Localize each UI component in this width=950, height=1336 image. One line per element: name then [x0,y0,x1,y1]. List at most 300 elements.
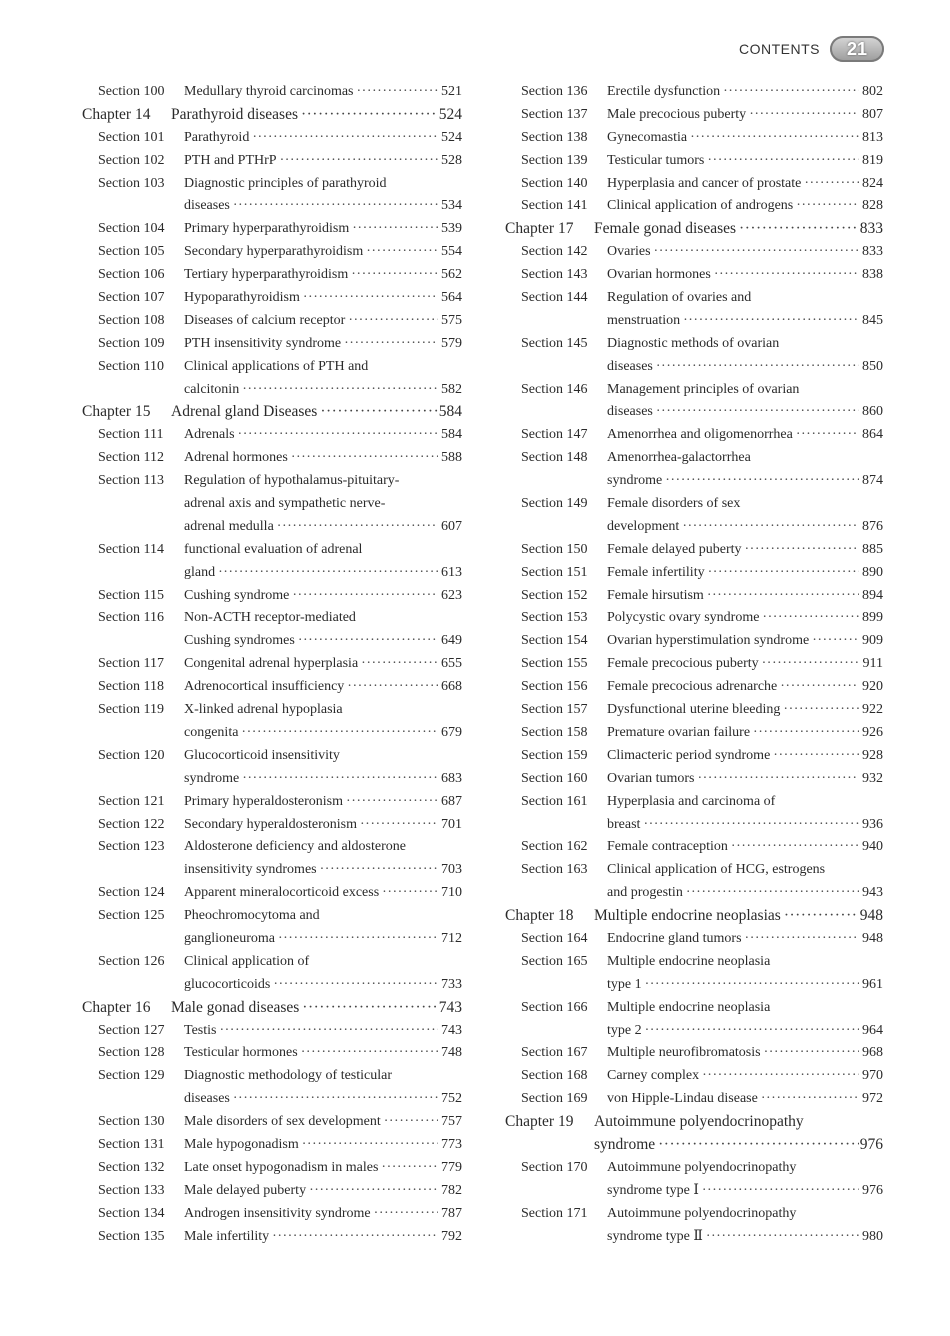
leader-dots [728,836,859,859]
toc-section-line[interactable] [505,195,883,218]
section-number: Section 168 [521,1068,588,1084]
toc-section-line[interactable] [82,81,462,104]
section-number: Section 103 [98,175,165,191]
page-ref: 524 [441,129,462,145]
section-number: Section 120 [98,747,165,763]
section-number [82,859,184,882]
page-ref: 909 [862,633,883,649]
leader-dots [759,607,859,630]
toc-section-line[interactable] [505,1088,883,1111]
toc-section-line[interactable] [82,1134,462,1157]
toc-section-line[interactable] [505,814,883,837]
leader-dots [300,287,438,310]
contents-heading: CONTENTS [739,41,820,57]
leader-dots [746,104,859,127]
page-ref: 940 [862,839,883,855]
leader-dots [687,127,859,150]
section-title: Clinical application of [184,953,310,969]
toc-section-line[interactable] [82,1042,462,1065]
toc-section-line[interactable] [505,424,883,447]
section-number: Section 131 [98,1136,165,1152]
toc-section-line[interactable] [82,356,462,379]
section-title: Diagnostic principles of parathyroid [184,175,387,191]
section-number [505,516,607,539]
section-number: Section 114 [98,541,164,557]
toc-section-line[interactable] [505,882,883,905]
toc-section-line[interactable] [82,539,462,562]
toc-section-line[interactable] [82,264,462,287]
section-number [505,401,607,424]
leader-dots [306,1180,438,1203]
toc-section-line[interactable] [82,1226,462,1249]
toc-section-line[interactable] [82,882,462,905]
section-title: Female disorders of sex [607,496,741,512]
toc-section-line[interactable] [505,1157,883,1180]
toc-section-line[interactable] [82,1020,462,1043]
page-ref: 710 [441,885,462,901]
section-number [82,768,184,791]
toc-section-line[interactable] [505,1042,883,1065]
leader-dots [642,1020,859,1043]
section-title: type 1 [607,976,642,992]
section-number: Section 113 [98,473,164,489]
section-title: Gynecomastia [607,129,688,145]
section-number: Section 110 [98,358,164,374]
toc-chapter-line[interactable] [505,1134,883,1157]
toc-section-line[interactable] [505,951,883,974]
leader-dots [371,1203,438,1226]
section-number: Section 140 [521,175,588,191]
section-title: ganglioneuroma [184,930,275,946]
page-ref: 876 [862,518,883,534]
section-title: Female precocious puberty [607,656,759,672]
section-title: Female delayed puberty [607,541,742,557]
toc-section-line[interactable] [82,1157,462,1180]
leader-dots [711,264,859,287]
page-ref: 928 [862,747,883,763]
section-title: Hyperplasia and carcinoma of [607,793,776,809]
section-number: Section 127 [98,1022,165,1038]
toc-section-line[interactable] [82,195,462,218]
toc-section-line[interactable] [82,447,462,470]
section-title: Adrenocortical insufficiency [184,679,345,695]
toc-section-line[interactable] [505,241,883,264]
page-ref: 613 [441,564,462,580]
section-number: Section 126 [98,953,165,969]
toc-chapter-line[interactable] [505,905,883,928]
toc-section-line[interactable] [82,745,462,768]
toc-section-line[interactable] [505,768,883,791]
section-title: Autoimmune polyendocrinopathy [607,1205,797,1221]
toc-section-line[interactable] [82,676,462,699]
section-number [82,562,184,585]
toc-section-line[interactable] [505,264,883,287]
toc-section-line[interactable] [82,310,462,333]
section-title: development [607,518,680,534]
section-title: Glucocorticoid insensitivity [184,747,340,763]
page-ref: 936 [862,816,883,832]
section-number: Section 100 [98,84,165,99]
page-ref: 894 [862,587,883,603]
toc-section-line[interactable] [82,768,462,791]
toc-section-line[interactable] [505,1180,883,1203]
page-ref: 534 [441,198,462,214]
section-number: Section 162 [521,839,588,855]
leader-dots [357,814,438,837]
chapter-number: Chapter 17 [505,220,574,238]
toc-section-line[interactable] [505,493,883,516]
toc-section-line[interactable] [82,836,462,859]
leader-dots [680,310,859,333]
leader-dots [694,768,859,791]
section-number: Section 106 [98,267,165,283]
toc-section-line[interactable] [505,287,883,310]
section-title: Pheochromocytoma and [184,908,320,924]
toc-section-line[interactable] [82,127,462,150]
section-number: Section 134 [98,1205,165,1221]
toc-section-line[interactable] [505,974,883,997]
page-ref: 554 [441,244,462,260]
section-title: Testicular tumors [607,152,705,168]
section-number: Section 133 [98,1182,165,1198]
toc-section-line[interactable] [505,127,883,150]
chapter-number: Chapter 15 [82,403,151,421]
section-title: Ovarian hyperstimulation syndrome [607,633,810,649]
toc-section-line[interactable] [82,1088,462,1111]
page-ref: 920 [862,679,883,695]
section-number: Section 152 [521,587,588,603]
toc-section-line[interactable] [505,470,883,493]
toc-section-line[interactable] [505,997,883,1020]
section-number: Section 141 [521,198,588,214]
section-number: Section 101 [98,129,165,145]
section-number: Section 108 [98,312,165,328]
page-ref: 802 [862,84,883,99]
section-number: Section 104 [98,221,165,237]
section-title: Clinical applications of PTH and [184,358,369,374]
chapter-number: Chapter 19 [505,1113,574,1131]
leader-dots [295,630,438,653]
section-title: functional evaluation of adrenal [184,541,363,557]
toc-section-line[interactable] [505,562,883,585]
page-ref: 961 [862,976,883,992]
page-ref: 792 [441,1228,462,1244]
leader-dots [298,1042,438,1065]
page-ref: 649 [441,633,462,649]
section-title: Male precocious puberty [607,106,747,122]
leader-dots [270,974,438,997]
chapter-title: Multiple endocrine neoplasias [594,907,781,925]
section-title: Congenital adrenal hyperplasia [184,656,359,672]
leader-dots [298,104,438,127]
toc-section-line[interactable] [505,1226,883,1249]
toc-section-line[interactable] [82,699,462,722]
toc-section-line[interactable] [505,859,883,882]
page-ref: 733 [441,976,462,992]
toc-section-line[interactable] [82,424,462,447]
section-title: Amenorrhea and oligomenorrhea [607,427,793,443]
toc-chapter-line[interactable] [82,401,462,424]
section-number: Section 149 [521,496,588,512]
leader-dots [651,241,859,264]
section-number: Section 130 [98,1114,165,1130]
leader-dots [781,905,859,928]
toc-section-line[interactable] [505,356,883,379]
chapter-number: Chapter 18 [505,907,574,925]
toc-section-line[interactable] [82,974,462,997]
toc-section-line[interactable] [82,814,462,837]
section-number: Section 166 [521,999,588,1015]
toc-section-line[interactable] [505,722,883,745]
section-title: Male infertility [184,1228,270,1244]
section-number: Section 116 [98,610,164,626]
toc-section-line[interactable] [505,791,883,814]
page-ref: 922 [862,702,883,718]
toc-section-line[interactable] [505,104,883,127]
section-title: Carney complex [607,1068,700,1084]
section-number [505,356,607,379]
toc-section-line[interactable] [82,791,462,814]
page-ref: 911 [862,656,883,672]
toc-section-line[interactable] [82,1111,462,1134]
chapter-title: Autoimmune polyendocrinopathy [594,1113,804,1131]
toc-section-line[interactable] [82,287,462,310]
page-ref: 850 [862,358,883,374]
leader-dots [348,264,438,287]
leader-dots [215,562,438,585]
toc-section-line[interactable] [82,630,462,653]
page-ref: 564 [441,290,462,306]
page-ref: 787 [441,1205,462,1221]
page-ref: 943 [862,885,883,901]
page-ref: 932 [862,770,883,786]
leader-dots [750,722,859,745]
toc-section-line[interactable] [505,676,883,699]
leader-dots [230,1088,438,1111]
leader-dots [742,928,859,951]
page-ref: 712 [441,930,462,946]
section-number: Section 146 [521,381,588,397]
section-number: Section 111 [98,427,164,443]
leader-dots [759,653,859,676]
section-number: Section 151 [521,564,588,580]
section-title: PTH insensitivity syndrome [184,335,342,351]
page-ref: 655 [441,656,462,672]
page-ref: 926 [862,724,883,740]
section-title: calcitonin [184,381,240,397]
section-title: Multiple neurofibromatosis [607,1045,761,1061]
chapter-title: Male gonad diseases [171,998,300,1016]
section-title: Endocrine gland tumors [607,930,742,946]
toc-section-line[interactable] [82,333,462,356]
toc-section-line[interactable] [505,401,883,424]
section-title: Adrenal hormones [184,450,288,466]
page-ref: 899 [862,610,883,626]
page-number-badge [830,36,884,62]
section-title: Male hypogonadism [184,1136,299,1152]
chapter-title: Adrenal gland Diseases [171,403,318,421]
leader-dots [277,150,438,173]
page-ref: 864 [862,427,883,443]
section-number: Section 142 [521,244,588,260]
leader-dots [358,653,438,676]
page-ref: 980 [862,1228,883,1244]
section-title: Primary hyperaldosteronism [184,793,344,809]
toc-section-line[interactable] [82,585,462,608]
toc-section-line[interactable] [82,1065,462,1088]
section-number: Section 136 [521,84,588,99]
leader-dots [761,1042,859,1065]
toc-section-line[interactable] [505,653,883,676]
toc-section-line[interactable] [82,1180,462,1203]
section-number: Section 119 [98,702,164,718]
leader-dots [736,218,859,241]
section-number [505,974,607,997]
toc-column-left [82,81,462,1248]
page-ref: 623 [441,587,462,603]
section-title: Management principles of ovarian [607,381,800,397]
leader-dots [317,859,438,882]
section-title: Premature ovarian failure [607,724,751,740]
toc-section-line[interactable] [505,379,883,402]
page-ref: 782 [441,1182,462,1198]
toc-chapter-line[interactable] [505,1111,883,1134]
toc-section-line[interactable] [505,745,883,768]
toc-section-line[interactable] [505,81,883,104]
toc-section-line[interactable] [505,173,883,196]
section-title: Ovarian hormones [607,267,711,283]
chapter-number: Chapter 16 [82,998,151,1016]
toc-chapter-line[interactable] [82,997,462,1020]
toc-section-line[interactable] [505,310,883,333]
toc-section-line[interactable] [82,218,462,241]
section-number [82,974,184,997]
toc-section-line[interactable] [82,173,462,196]
page-ref: 976 [862,1182,883,1198]
page-ref: 824 [862,175,883,191]
toc-section-line[interactable] [82,493,462,516]
toc-chapter-line[interactable] [82,104,462,127]
toc-section-line[interactable] [82,516,462,539]
toc-chapter-line[interactable] [505,218,883,241]
toc-section-line[interactable] [505,928,883,951]
section-number: Section 161 [521,793,588,809]
leader-dots [653,401,859,424]
section-title: syndrome [607,473,663,489]
toc-section-line[interactable] [82,951,462,974]
section-number: Section 159 [521,747,588,763]
toc-section-line[interactable] [82,379,462,402]
leader-dots [269,1226,438,1249]
page-header [739,36,884,62]
toc-section-line[interactable] [505,607,883,630]
toc-section-line[interactable] [505,630,883,653]
section-title: Clinical application of HCG, estrogens [607,862,826,878]
page-ref: 679 [441,724,462,740]
leader-dots [238,722,438,745]
page-ref: 779 [441,1159,462,1175]
toc-section-line[interactable] [82,722,462,745]
section-title: glucocorticoids [184,976,271,992]
page-ref: 970 [862,1068,883,1084]
toc-section-line[interactable] [82,859,462,882]
section-title: Non-ACTH receptor-mediated [184,610,356,626]
leader-dots [642,974,859,997]
section-title: Climacteric period syndrome [607,747,771,763]
section-title: congenita [184,724,239,740]
page-ref: 524 [438,105,462,123]
toc-section-line[interactable] [505,585,883,608]
section-title: Dysfunctional uterine bleeding [607,702,781,718]
toc-section-line[interactable] [82,928,462,951]
toc-section-line[interactable] [505,150,883,173]
toc-section-line[interactable] [82,905,462,928]
page-ref: 833 [862,244,883,260]
toc-section-line[interactable] [505,699,883,722]
page-ref: 683 [441,770,462,786]
section-title: type 2 [607,1022,642,1038]
page-ref: 885 [862,541,883,557]
toc-section-line[interactable] [82,607,462,630]
section-title: Multiple endocrine neoplasia [607,953,771,969]
leader-dots [683,882,859,905]
section-number: Section 165 [521,953,588,969]
leader-dots [349,218,438,241]
toc-section-line[interactable] [505,539,883,562]
section-title: Male disorders of sex development [184,1114,381,1130]
section-title: Androgen insensitivity syndrome [184,1205,371,1221]
toc-section-line[interactable] [82,653,462,676]
leader-dots [216,1020,438,1043]
section-number: Section 143 [521,267,588,283]
section-title: diseases [607,404,653,420]
section-number: Section 125 [98,908,165,924]
toc-section-line[interactable] [82,470,462,493]
page-ref: 687 [441,793,462,809]
section-title: Hypoparathyroidism [184,290,300,306]
section-title: syndrome type Ⅱ [607,1228,703,1244]
section-number: Section 144 [521,290,588,306]
toc-section-line[interactable] [505,333,883,356]
toc-section-line[interactable] [505,1020,883,1043]
leader-dots [655,1134,859,1157]
toc-section-line[interactable] [82,1203,462,1226]
leader-dots [653,356,859,379]
toc-section-line[interactable] [505,1203,883,1226]
section-title: Cushing syndrome [184,587,290,603]
toc-section-line[interactable] [505,447,883,470]
page-ref: 807 [862,106,883,122]
section-title: Clinical application of androgens [607,198,794,214]
toc-section-line[interactable] [505,516,883,539]
toc-section-line[interactable] [82,150,462,173]
page-ref: 833 [859,220,883,238]
section-title: insensitivity syndromes [184,862,317,878]
toc-section-line[interactable] [505,836,883,859]
page-ref: 972 [862,1091,883,1107]
toc-section-line[interactable] [505,1065,883,1088]
section-number: Section 109 [98,335,165,351]
leader-dots [299,997,438,1020]
section-title: breast [607,816,641,832]
toc-section-line[interactable] [82,562,462,585]
section-number [82,516,184,539]
section-title: Cushing syndromes [184,633,295,649]
leader-dots [793,424,859,447]
toc-section-line[interactable] [82,241,462,264]
section-number: Section 153 [521,610,588,626]
page-ref: 582 [441,381,462,397]
